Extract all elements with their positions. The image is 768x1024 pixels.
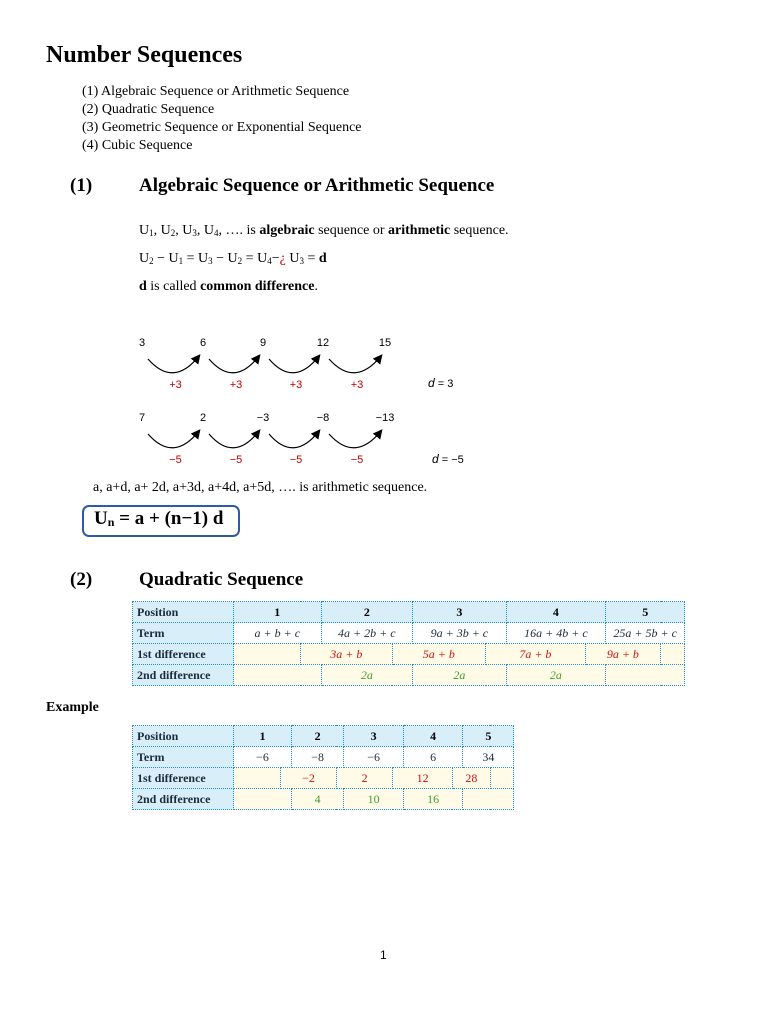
seq2-term: 2 <box>199 412 207 424</box>
table-cell: 1 <box>234 602 322 623</box>
section2-number: (2) <box>70 569 93 590</box>
seq1-arrow <box>269 356 319 373</box>
table-cell: 9a + 3b + c <box>413 623 507 644</box>
table-cell: −2 <box>281 768 337 789</box>
seq2-difference: −5 <box>350 454 364 466</box>
table-cell: 7a + b <box>486 644 586 665</box>
seq2-arrow <box>209 431 259 448</box>
seq1-term: 6 <box>199 337 207 349</box>
table-cell: 25a + 5b + c <box>606 623 685 644</box>
table-cell: 1 <box>234 726 292 747</box>
nth-term-formula: $U_n = a + (n-1)$ d <box>94 508 224 529</box>
table-cell: 16 <box>403 789 463 810</box>
page-title: Number Sequences <box>46 42 243 68</box>
row-label: Term <box>133 747 234 768</box>
row-label: 2nd difference <box>133 665 234 686</box>
table-cell: 2a <box>321 665 413 686</box>
quadratic-general-table <box>132 601 685 686</box>
table-cell: 5 <box>463 726 514 747</box>
seq1-term: 12 <box>316 337 330 349</box>
row-label: Position <box>133 726 234 747</box>
row-label: 1st difference <box>133 768 234 789</box>
seq2-term: −13 <box>375 412 395 424</box>
table-cell: −8 <box>291 747 344 768</box>
table-cell: 2 <box>291 726 344 747</box>
sequence-1 <box>139 337 453 391</box>
table-cell: 4 <box>291 789 344 810</box>
table-cell: −6 <box>344 747 404 768</box>
toc-item-3: (3) Geometric Sequence or Exponential Sequence <box>82 120 362 135</box>
seq2-difference: −5 <box>229 454 243 466</box>
table-cell: 2a <box>413 665 507 686</box>
table-cell: 3a + b <box>301 644 393 665</box>
example-label: Example <box>46 700 99 715</box>
table-cell: 3 <box>413 602 507 623</box>
table-cell: 5a + b <box>392 644 486 665</box>
row-label: Position <box>133 602 234 623</box>
seq1-arrow <box>148 356 199 373</box>
toc-item-2: (2) Quadratic Sequence <box>82 102 215 117</box>
seq1-arrow <box>209 356 259 373</box>
table-cell: 3 <box>344 726 404 747</box>
table-cell: 12 <box>393 768 453 789</box>
row-label: 2nd difference <box>133 789 234 810</box>
seq2-term: −8 <box>316 412 330 424</box>
quadratic-example-table <box>132 725 514 810</box>
general-arithmetic-line: a, a+d, a+ 2d, a+3d, a+4d, a+5d, …. is arithmetic sequence. <box>93 480 428 495</box>
seq2-arrow <box>269 431 319 448</box>
common-difference-note: d is called common difference. <box>139 279 318 294</box>
seq2-term: −3 <box>256 412 270 424</box>
row-label: 1st difference <box>133 644 234 665</box>
row-label: Term <box>133 623 234 644</box>
page-number: 1 <box>380 948 387 962</box>
seq1-difference: +3 <box>229 379 243 391</box>
table-cell: −6 <box>234 747 292 768</box>
section2-title: Quadratic Sequence <box>139 569 304 590</box>
seq1-term: 15 <box>378 337 392 349</box>
seq2-difference: −5 <box>289 454 303 466</box>
seq2-arrow <box>329 431 381 448</box>
table-cell: 4a + 2b + c <box>321 623 413 644</box>
table-cell: 16a + 4b + c <box>506 623 606 644</box>
definition-line: $U_1$, $U_2$, $U_3$, $U_4$, …. is algebraic sequence or arithmetic sequence. <box>139 223 509 238</box>
seq2-term: 7 <box>138 412 146 424</box>
table-cell: a + b + c <box>234 623 322 644</box>
seq2-difference: −5 <box>169 454 182 466</box>
table-cell: 2 <box>336 768 393 789</box>
seq1-difference: +3 <box>350 379 364 391</box>
seq1-term: 3 <box>138 337 146 349</box>
difference-equation: $U_2 - U_1 = U_3 - U_2$ = $U_4-¿$ $U_3 = d$ <box>139 251 327 266</box>
sequence-2 <box>139 412 464 466</box>
seq1-d-value: d = 3 <box>428 376 454 390</box>
table-cell: 9a + b <box>585 644 660 665</box>
seq2-arrow <box>148 431 199 448</box>
seq2-d-value: d = −5 <box>432 452 464 466</box>
seq1-difference: +3 <box>169 379 182 391</box>
seq1-term: 9 <box>259 337 267 349</box>
toc-item-1: (1) Algebraic Sequence or Arithmetic Sequence <box>82 84 350 99</box>
table-cell: 4 <box>506 602 606 623</box>
table-cell: 34 <box>463 747 514 768</box>
section1-number: (1) <box>70 175 93 196</box>
table-cell: 2a <box>506 665 606 686</box>
seq1-difference: +3 <box>289 379 303 391</box>
seq1-arrow <box>329 356 381 373</box>
table-cell: 2 <box>321 602 413 623</box>
toc-item-4: (4) Cubic Sequence <box>82 138 193 153</box>
table-cell: 28 <box>452 768 490 789</box>
table-cell: 6 <box>403 747 463 768</box>
sequence-arrow-diagram <box>0 325 520 475</box>
table-cell: 10 <box>344 789 404 810</box>
table-cell: 5 <box>606 602 685 623</box>
table-cell: 4 <box>403 726 463 747</box>
section1-title: Algebraic Sequence or Arithmetic Sequence <box>139 175 495 196</box>
